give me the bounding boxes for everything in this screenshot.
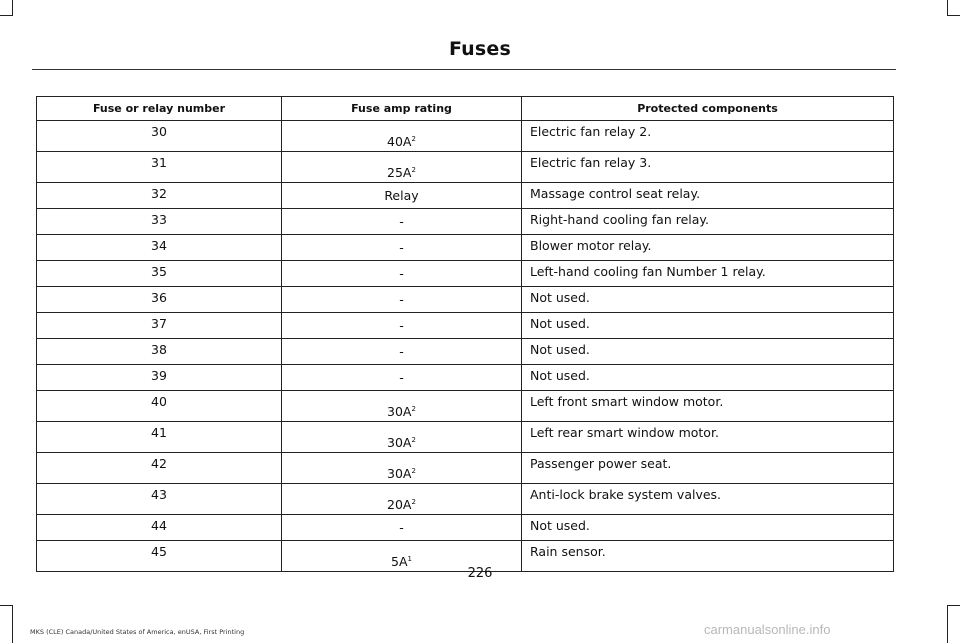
amp-rating-cell	[282, 121, 522, 152]
table-row	[37, 391, 894, 422]
protected-component-cell: Passenger power seat.	[522, 453, 894, 484]
column-header-amp-rating: Fuse amp rating	[282, 97, 522, 121]
fuse-number-cell: 32	[37, 183, 282, 209]
crop-mark	[12, 605, 13, 643]
table-row	[37, 121, 894, 152]
fuse-number-cell: 30	[37, 121, 282, 152]
amp-rating-cell	[282, 287, 522, 313]
fuse-number-cell: 35	[37, 261, 282, 287]
amp-rating-value: 30A	[387, 435, 412, 450]
table-row	[37, 422, 894, 453]
table-row	[37, 152, 894, 183]
protected-component-cell: Not used.	[522, 287, 894, 313]
fuse-number-cell: 43	[37, 484, 282, 515]
fuse-number-cell: 31	[37, 152, 282, 183]
footnote-marker: 2	[411, 165, 416, 174]
table-header-row	[37, 97, 894, 121]
page-number: 226	[467, 566, 493, 581]
amp-rating-cell	[282, 235, 522, 261]
page-title: Fuses	[448, 38, 512, 60]
amp-rating-value: 20A	[387, 497, 412, 512]
protected-component-cell: Right-hand cooling fan relay.	[522, 209, 894, 235]
table-row	[37, 209, 894, 235]
amp-rating-cell	[282, 453, 522, 484]
footnote-marker: 2	[411, 435, 416, 444]
crop-mark	[947, 0, 948, 16]
table-row	[37, 287, 894, 313]
amp-rating-cell	[282, 261, 522, 287]
footnote-marker: 1	[407, 554, 412, 563]
protected-component-cell: Electric fan relay 3.	[522, 152, 894, 183]
amp-rating-value: 40A	[387, 134, 412, 149]
amp-rating-cell	[282, 209, 522, 235]
fuse-table-body	[37, 121, 894, 572]
protected-component-cell: Blower motor relay.	[522, 235, 894, 261]
print-footer: MKS (CLE) Canada/United States of America, enUSA, First Printing	[30, 628, 245, 636]
amp-rating-cell	[282, 484, 522, 515]
amp-rating-value: 30A	[387, 404, 412, 419]
protected-component-cell: Not used.	[522, 313, 894, 339]
column-header-fuse-number: Fuse or relay number	[37, 97, 282, 121]
fuse-number-cell: 33	[37, 209, 282, 235]
amp-rating-cell	[282, 152, 522, 183]
watermark: carmanualsonline.info	[704, 622, 831, 637]
fuse-number-cell: 37	[37, 313, 282, 339]
protected-component-cell: Massage control seat relay.	[522, 183, 894, 209]
fuse-number-cell: 40	[37, 391, 282, 422]
amp-rating-value: -	[399, 344, 404, 359]
column-header-protected-components: Protected components	[522, 97, 894, 121]
amp-rating-value: 25A	[387, 165, 412, 180]
amp-rating-cell	[282, 313, 522, 339]
fuse-number-cell: 41	[37, 422, 282, 453]
amp-rating-value: 5A	[391, 554, 408, 569]
protected-component-cell: Left front smart window motor.	[522, 391, 894, 422]
amp-rating-value: 30A	[387, 466, 412, 481]
table-row	[37, 515, 894, 541]
table-row	[37, 261, 894, 287]
table-row	[37, 313, 894, 339]
crop-mark	[12, 0, 13, 16]
protected-component-cell: Rain sensor.	[522, 541, 894, 572]
footnote-marker: 2	[411, 404, 416, 413]
amp-rating-value: -	[399, 292, 404, 307]
crop-mark	[0, 15, 13, 16]
amp-rating-value: -	[399, 214, 404, 229]
fuse-number-cell: 38	[37, 339, 282, 365]
fuse-number-cell: 44	[37, 515, 282, 541]
table-row	[37, 365, 894, 391]
fuse-table	[36, 96, 894, 572]
fuse-number-cell: 42	[37, 453, 282, 484]
protected-component-cell: Left-hand cooling fan Number 1 relay.	[522, 261, 894, 287]
amp-rating-value: -	[399, 370, 404, 385]
amp-rating-cell	[282, 515, 522, 541]
table-row	[37, 183, 894, 209]
table-row	[37, 453, 894, 484]
fuse-number-cell: 39	[37, 365, 282, 391]
protected-component-cell: Left rear smart window motor.	[522, 422, 894, 453]
crop-mark	[947, 605, 948, 643]
crop-mark	[0, 605, 13, 606]
fuse-number-cell: 36	[37, 287, 282, 313]
footnote-marker: 2	[411, 497, 416, 506]
protected-component-cell: Electric fan relay 2.	[522, 121, 894, 152]
crop-mark	[947, 15, 960, 16]
table-row	[37, 339, 894, 365]
amp-rating-cell	[282, 183, 522, 209]
amp-rating-value: -	[399, 266, 404, 281]
amp-rating-value: -	[399, 520, 404, 535]
amp-rating-cell	[282, 391, 522, 422]
table-row	[37, 235, 894, 261]
amp-rating-cell	[282, 365, 522, 391]
amp-rating-value: Relay	[384, 188, 419, 203]
protected-component-cell: Anti-lock brake system valves.	[522, 484, 894, 515]
footnote-marker: 2	[411, 134, 416, 143]
amp-rating-cell	[282, 422, 522, 453]
protected-component-cell: Not used.	[522, 515, 894, 541]
amp-rating-cell	[282, 339, 522, 365]
amp-rating-value: -	[399, 240, 404, 255]
crop-mark	[947, 605, 960, 606]
fuse-number-cell: 45	[37, 541, 282, 572]
table-row	[37, 484, 894, 515]
fuse-number-cell: 34	[37, 235, 282, 261]
protected-component-cell: Not used.	[522, 365, 894, 391]
footnote-marker: 2	[411, 466, 416, 475]
protected-component-cell: Not used.	[522, 339, 894, 365]
amp-rating-value: -	[399, 318, 404, 333]
title-divider	[32, 69, 896, 70]
